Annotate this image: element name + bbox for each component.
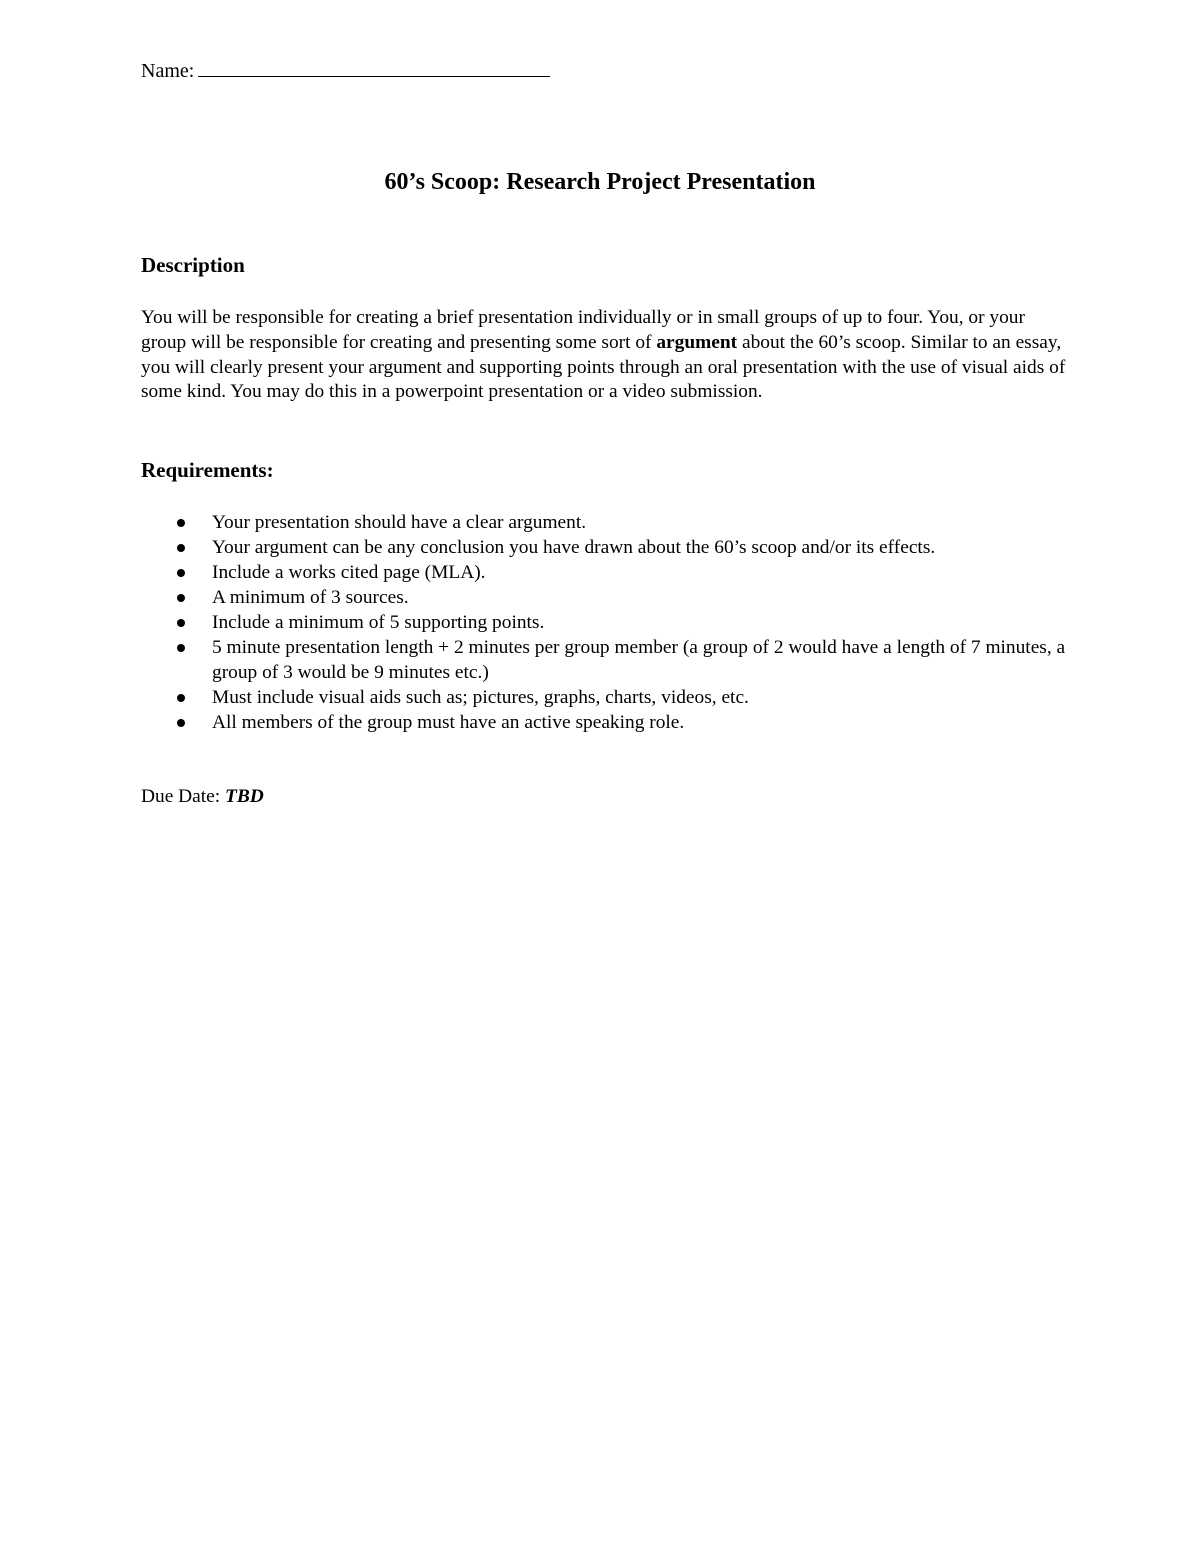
list-item [141,635,1071,685]
requirements-list [141,510,1071,735]
list-item-text: 5 minute presentation length + 2 minutes per group member (a group of 2 would have a length of 7 minutes, a group of 3 would be 9 minutes etc.) [212,637,1066,683]
bullet-icon [177,519,185,527]
bullet-icon [177,569,185,577]
list-item [141,610,1071,635]
bullet-icon [177,644,185,652]
description-heading: Description [141,253,245,277]
list-item [141,560,1071,585]
list-item [141,710,1071,735]
bullet-icon [177,544,185,552]
list-item [141,685,1071,710]
description-text-end: about the 60’s scoop. Similar to an essay, you will clearly present your argument and supporting points through an oral presentation with the use of visual aids of some kind. You may do this in a powerpoint presentation or a video submission. [141,331,1066,403]
due-date-label: Due Date: [141,786,221,807]
description-text-start: You will be responsible for creating a brief presentation individually or in small groups of up to four. You, or your group will be responsible for creating and presenting some sort of [141,307,1025,353]
description-paragraph [141,306,1071,405]
due-date-value: TBD [225,786,264,807]
name-field-row [141,56,550,84]
due-date-row [141,784,264,810]
list-item [141,535,1071,560]
requirements-heading: Requirements: [141,458,274,482]
list-item-text: Include a minimum of 5 supporting points. [212,612,545,633]
bullet-icon [177,619,185,627]
list-item-text: Must include visual aids such as; pictures, graphs, charts, videos, etc. [212,687,749,708]
document-title: 60’s Scoop: Research Project Presentation [384,169,816,195]
bullet-icon [177,694,185,702]
name-label: Name: [141,60,195,82]
list-item-text: A minimum of 3 sources. [212,587,409,608]
name-blank-line [198,56,550,77]
list-item-text: Your presentation should have a clear argument. [212,512,587,533]
list-item [141,510,1071,535]
list-item [141,585,1071,610]
list-item-text: All members of the group must have an active speaking role. [212,712,685,733]
bullet-icon [177,719,185,727]
list-item-text: Include a works cited page (MLA). [212,562,486,583]
list-item-text: Your argument can be any conclusion you have drawn about the 60’s scoop and/or its effects. [212,537,936,558]
description-emphasis: argument [656,331,738,353]
bullet-icon [177,594,185,602]
